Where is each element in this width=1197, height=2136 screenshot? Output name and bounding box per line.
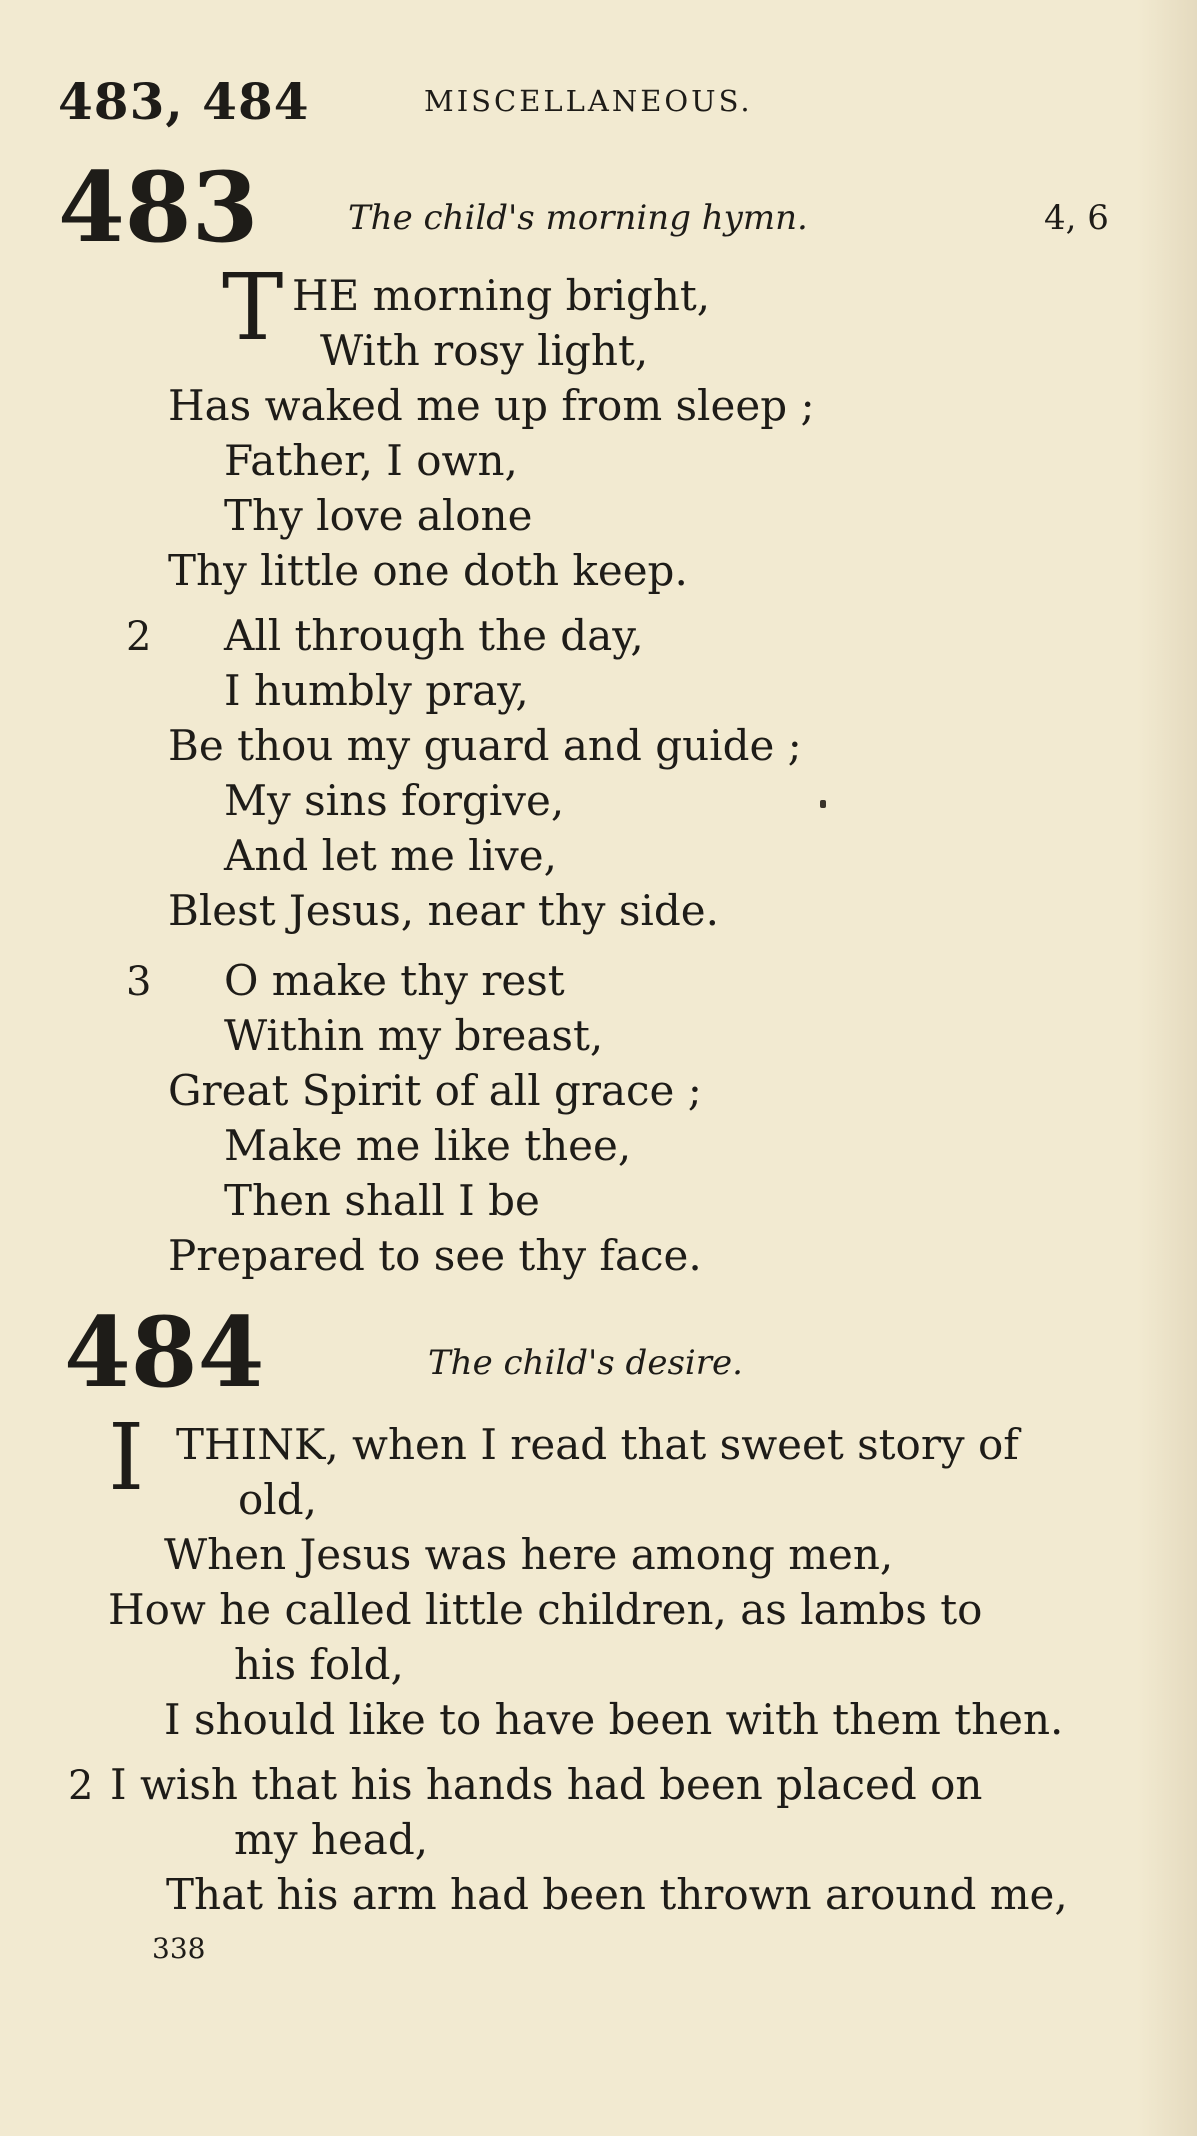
hymn-484-line: I wish that his hands had been placed on [110,1760,983,1809]
hymn-483-title: The child's morning hymn. [348,198,808,238]
hymn-484-line: I should like to have been with them then. [164,1695,1064,1744]
hymn-483-line: Thy love alone [224,491,533,540]
hymn-483-line: And let me live, [224,831,557,880]
verse-number: 2 [68,1763,94,1809]
running-head-numbers: 483, 484 [58,72,310,131]
hymn-483-line: Blest Jesus, near thy side. [168,886,719,935]
hymn-484-line: his fold, [234,1640,404,1689]
hymn-483-line: With rosy light, [320,326,649,375]
hymn-483-line: Then shall I be [224,1176,540,1225]
hymn-484-title: The child's desire. [428,1343,743,1383]
running-head-title: MISCELLANEOUS. [424,84,753,118]
hymn-483-line: Has waked me up from sleep ; [168,381,815,430]
hymn-483-line: I humbly pray, [224,666,529,715]
page-folio: 338 [152,1932,206,1965]
hymn-484-line: When Jesus was here among men, [164,1530,894,1579]
verse-number: 2 [126,614,152,660]
hymn-483-line: O make thy rest [224,956,565,1005]
hymn-483-line: Thy little one doth keep. [168,546,688,595]
hymn-483-line: All through the day, [224,611,644,660]
verse-number: 3 [126,959,152,1005]
hymn-483-line: Make me like thee, [224,1121,632,1170]
hymn-483-line: My sins forgive, [224,776,565,825]
hymn-484-dropcap: I [108,1404,145,1511]
hymn-483-line: Father, I own, [224,436,518,485]
hymn-483-dropcap: T [222,254,284,361]
hymn-483-meter: 4, 6 [1044,198,1109,238]
hymn-483-number: 483 [58,151,259,264]
page-edge-shadow [1137,0,1197,2136]
hymn-484-number: 484 [64,1296,265,1409]
hymn-483-line: Prepared to see thy face. [168,1231,702,1280]
hymn-484-line: How he called little children, as lambs to [108,1585,983,1634]
hymn-483-line: Within my breast, [224,1011,604,1060]
hymn-484-line: THINK, when I read that sweet story of [176,1420,1019,1469]
hymn-484-line: That his arm had been thrown around me, [166,1870,1068,1919]
hymn-484-line: old, [238,1475,317,1524]
hymn-483-line: HE morning bright, [292,271,711,320]
hymn-483-line: Be thou my guard and guide ; [168,721,802,770]
ink-fleck [820,800,826,808]
hymn-483-line: Great Spirit of all grace ; [168,1066,702,1115]
hymn-484-line: my head, [234,1815,429,1864]
